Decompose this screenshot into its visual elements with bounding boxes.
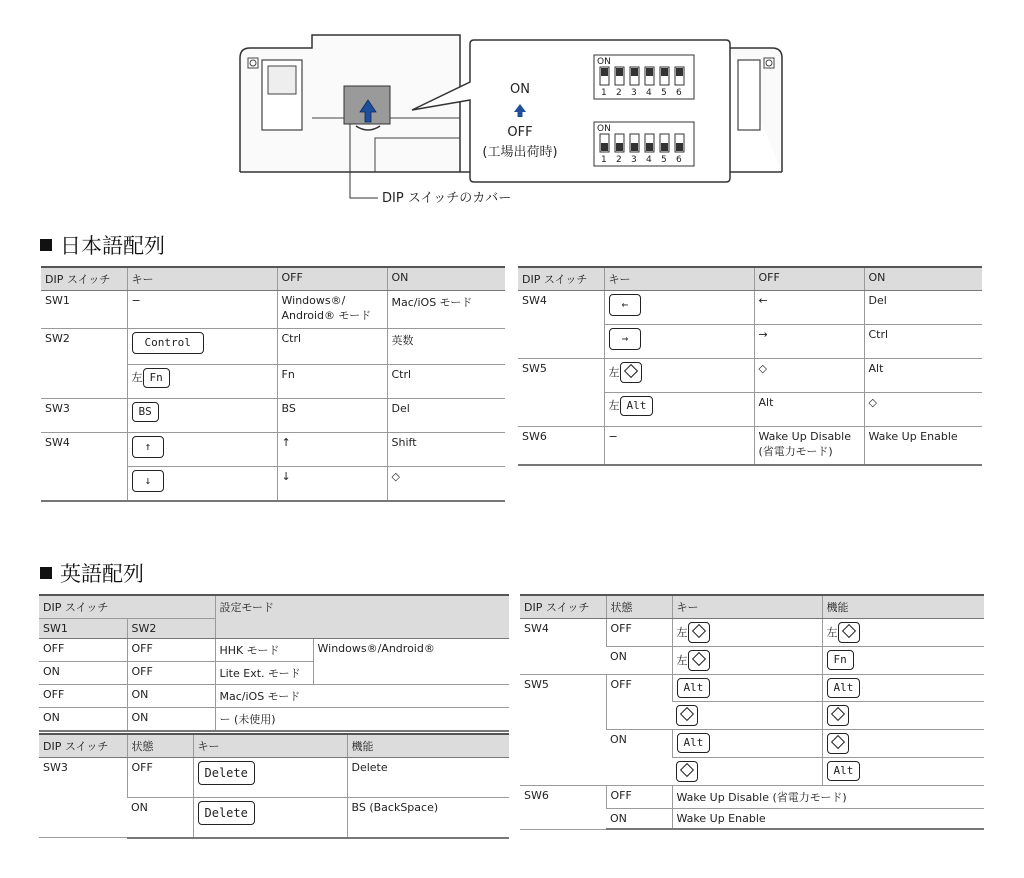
col-header: OFF	[754, 267, 864, 291]
state-cell: ON	[127, 798, 193, 838]
dip-switch-on-state	[594, 55, 694, 99]
diamond-key-icon	[827, 733, 849, 754]
sw-cell: SW5	[522, 362, 547, 375]
sw1-cell: ON	[39, 708, 127, 732]
table-row	[39, 708, 509, 732]
key-cell	[672, 619, 822, 647]
bullet-square-icon	[40, 567, 52, 579]
dip-switch-knob	[601, 68, 608, 76]
left-prefix: 左	[676, 626, 688, 639]
on-cell: ◇	[864, 393, 982, 427]
dip-switch-knob	[646, 143, 653, 151]
col-header: キー	[672, 595, 822, 619]
table-row	[41, 467, 505, 501]
table-row	[41, 433, 505, 467]
state-cell: OFF	[606, 786, 672, 809]
sw-cell: SW5	[520, 675, 606, 786]
sw1-cell: OFF	[39, 685, 127, 708]
alt-key-icon: Alt	[620, 396, 654, 416]
col-header: キー	[604, 267, 754, 291]
col-header: SW2	[127, 619, 215, 639]
dip-switch-number: 2	[616, 88, 622, 98]
table-row	[518, 291, 982, 325]
bs-key-icon: BS	[132, 402, 159, 422]
table-row	[520, 786, 984, 809]
os-cell: Windows®/Android®	[313, 639, 509, 685]
dip-switch-number: 4	[646, 155, 652, 165]
dip-switch-knob	[616, 143, 623, 151]
diamond-key-icon	[688, 650, 710, 671]
sw2-cell: OFF	[127, 639, 215, 662]
col-header: 機能	[822, 595, 984, 619]
sw-cell	[518, 325, 604, 359]
on-cell: ◇	[387, 467, 505, 501]
left-prefix: 左	[608, 399, 620, 412]
diamond-key-icon	[620, 362, 642, 383]
jp-section-title	[40, 230, 165, 260]
col-header: SW1	[39, 619, 127, 639]
cover-label: DIP スイッチのカバー	[382, 191, 512, 206]
func-cell: Wake Up Enable	[672, 809, 984, 830]
delete-key-icon: Delete	[198, 801, 255, 825]
left-prefix: 左	[826, 626, 838, 639]
en-sw3-table	[39, 733, 509, 839]
dip-switch-number: 3	[631, 155, 637, 165]
key-cell	[672, 675, 822, 702]
arrow-right-key-icon: →	[609, 328, 642, 350]
table-row	[41, 399, 505, 433]
col-header: 状態	[606, 595, 672, 619]
dip-cover	[344, 86, 390, 130]
key-cell	[604, 393, 754, 427]
table-row	[39, 758, 509, 798]
func-cell: BS (BackSpace)	[347, 798, 509, 838]
jp-right-table	[518, 266, 982, 466]
sw-cell: SW3	[39, 758, 127, 838]
col-header: DIP スイッチ	[39, 734, 127, 758]
control-key-icon: Control	[132, 332, 204, 354]
key-cell	[127, 467, 277, 501]
col-header: OFF	[277, 267, 387, 291]
table-row	[41, 365, 505, 399]
key-cell	[604, 291, 754, 325]
state-cell: ON	[606, 809, 672, 830]
dip-switch-knob	[616, 68, 623, 76]
arrow-left-key-icon: ←	[609, 294, 642, 316]
sw-cell: SW4	[520, 619, 606, 675]
key-cell	[604, 325, 754, 359]
table-row	[520, 675, 984, 702]
en-mode-table	[39, 594, 509, 732]
left-prefix: 左	[608, 366, 620, 379]
diamond-key-icon	[676, 705, 698, 726]
dip-switch-number: 1	[601, 88, 607, 98]
off-cell: ←	[754, 291, 864, 325]
off-cell: Ctrl	[277, 329, 387, 365]
dip-switch-number: 1	[601, 155, 607, 165]
sw-cell: SW6	[518, 427, 604, 465]
state-cell: OFF	[606, 675, 672, 730]
dip-switch-number: 4	[646, 88, 652, 98]
dip-switch-diagram	[0, 0, 1024, 215]
alt-key-icon: Alt	[677, 678, 711, 698]
table-row	[518, 359, 982, 393]
off-cell: ◇	[754, 359, 864, 393]
dip-switch-knob	[676, 68, 683, 76]
alt-key-icon: Alt	[827, 761, 861, 781]
on-label: ON	[510, 82, 530, 97]
key-cell	[193, 798, 347, 838]
func-cell: Delete	[347, 758, 509, 798]
col-header: 設定モード	[215, 595, 509, 639]
off-cell: BS	[277, 399, 387, 433]
mode-cell: Lite Ext. モード	[215, 662, 313, 685]
key-cell	[604, 359, 754, 393]
on-cell: Shift	[387, 433, 505, 467]
sw-cell: SW6	[520, 786, 606, 830]
en-section-title	[40, 558, 144, 588]
on-cell: Ctrl	[387, 365, 505, 399]
dip-on-text: ON	[597, 124, 611, 134]
col-header: ON	[387, 267, 505, 291]
key-cell: −	[127, 291, 277, 329]
factory-label: (工場出荷時)	[482, 145, 558, 160]
left-prefix: 左	[676, 654, 688, 667]
alt-key-icon: Alt	[677, 733, 711, 753]
on-cell: Del	[387, 399, 505, 433]
dip-switch-number: 5	[661, 88, 667, 98]
table-row	[41, 291, 505, 329]
key-cell	[127, 329, 277, 365]
sw-cell	[41, 365, 127, 399]
off-cell: ↑	[277, 433, 387, 467]
sw2-cell: ON	[127, 685, 215, 708]
dip-switch-off-state	[594, 122, 694, 166]
fn-key-icon: Fn	[143, 368, 170, 388]
table-row	[41, 329, 505, 365]
col-header: DIP スイッチ	[39, 595, 215, 619]
col-header: DIP スイッチ	[41, 267, 127, 291]
dip-switch-number: 3	[631, 88, 637, 98]
off-cell: Fn	[277, 365, 387, 399]
arrow-down-key-icon: ↓	[132, 470, 165, 492]
on-cell: Mac/iOS モード	[387, 291, 505, 329]
key-cell	[127, 399, 277, 433]
off-label: OFF	[507, 125, 533, 140]
sw-cell: SW4	[522, 294, 547, 307]
on-cell: Wake Up Enable	[864, 427, 982, 465]
state-cell: ON	[606, 730, 672, 786]
sw1-cell: OFF	[39, 639, 127, 662]
diamond-key-icon	[827, 705, 849, 726]
col-header: キー	[127, 267, 277, 291]
key-cell	[672, 647, 822, 675]
sw-cell: SW3	[41, 399, 127, 433]
dip-switch-knob	[661, 143, 668, 151]
jp-title-text: 日本語配列	[60, 234, 165, 258]
off-cell: Wake Up Disable (省電力モード)	[754, 427, 864, 465]
table-row	[518, 427, 982, 465]
func-cell: Wake Up Disable (省電力モード)	[672, 786, 984, 809]
dip-switch-number: 6	[676, 155, 682, 165]
mode-cell: Mac/iOS モード	[215, 685, 509, 708]
sw1-cell: ON	[39, 662, 127, 685]
col-header: 機能	[347, 734, 509, 758]
col-header: 状態	[127, 734, 193, 758]
dip-switch-knob	[661, 68, 668, 76]
sw-cell: SW2	[45, 332, 70, 345]
off-cell: Windows®/ Android® モード	[277, 291, 387, 329]
func-cell	[822, 675, 984, 702]
sw-cell	[518, 393, 604, 427]
dip-switch-knob	[601, 143, 608, 151]
dip-switch-knob	[631, 143, 638, 151]
diamond-key-icon	[676, 761, 698, 782]
off-cell: ↓	[277, 467, 387, 501]
diamond-key-icon	[688, 622, 710, 643]
table-row	[39, 639, 509, 662]
on-cell: Alt	[864, 359, 982, 393]
left-prefix: 左	[131, 371, 143, 384]
col-header: DIP スイッチ	[520, 595, 606, 619]
sw-cell: SW1	[41, 291, 127, 329]
key-cell	[193, 758, 347, 798]
func-cell	[822, 619, 984, 647]
sw-cell: SW4	[45, 436, 70, 449]
dip-switch-knob	[631, 68, 638, 76]
sw2-cell: OFF	[127, 662, 215, 685]
func-cell	[822, 758, 984, 786]
dip-switch-number: 5	[661, 155, 667, 165]
en-right-table	[520, 594, 984, 830]
on-cell: 英数	[387, 329, 505, 365]
jp-left-table	[41, 266, 505, 502]
arrow-up-key-icon: ↑	[132, 436, 165, 458]
key-cell	[672, 730, 822, 758]
key-cell	[672, 758, 822, 786]
col-header: キー	[193, 734, 347, 758]
mode-cell: HHK モード	[215, 639, 313, 662]
dip-switch-knob	[646, 68, 653, 76]
key-cell	[127, 365, 277, 399]
sw-cell	[41, 467, 127, 501]
diamond-key-icon	[838, 622, 860, 643]
on-cell: Ctrl	[864, 325, 982, 359]
table-row	[39, 685, 509, 708]
sw2-cell: ON	[127, 708, 215, 732]
func-cell	[822, 730, 984, 758]
bullet-square-icon	[40, 239, 52, 251]
func-cell	[822, 647, 984, 675]
table-row	[518, 325, 982, 359]
dip-switch-number: 6	[676, 88, 682, 98]
table-row	[520, 619, 984, 647]
dip-switch-number: 2	[616, 155, 622, 165]
key-cell	[127, 433, 277, 467]
mode-cell: ー (未使用)	[215, 708, 509, 732]
on-cell: Del	[864, 291, 982, 325]
delete-key-icon: Delete	[198, 761, 255, 785]
off-cell: →	[754, 325, 864, 359]
alt-key-icon: Alt	[827, 678, 861, 698]
state-cell: OFF	[127, 758, 193, 798]
dip-on-text: ON	[597, 57, 611, 67]
func-cell	[822, 702, 984, 730]
col-header: ON	[864, 267, 982, 291]
table-row	[518, 393, 982, 427]
state-cell: OFF	[606, 619, 672, 647]
key-cell: −	[604, 427, 754, 465]
col-header: DIP スイッチ	[518, 267, 604, 291]
dip-switch-knob	[676, 143, 683, 151]
en-title-text: 英語配列	[60, 562, 144, 586]
fn-key-icon: Fn	[827, 650, 854, 670]
key-cell	[672, 702, 822, 730]
off-cell: Alt	[754, 393, 864, 427]
state-cell: ON	[606, 647, 672, 675]
